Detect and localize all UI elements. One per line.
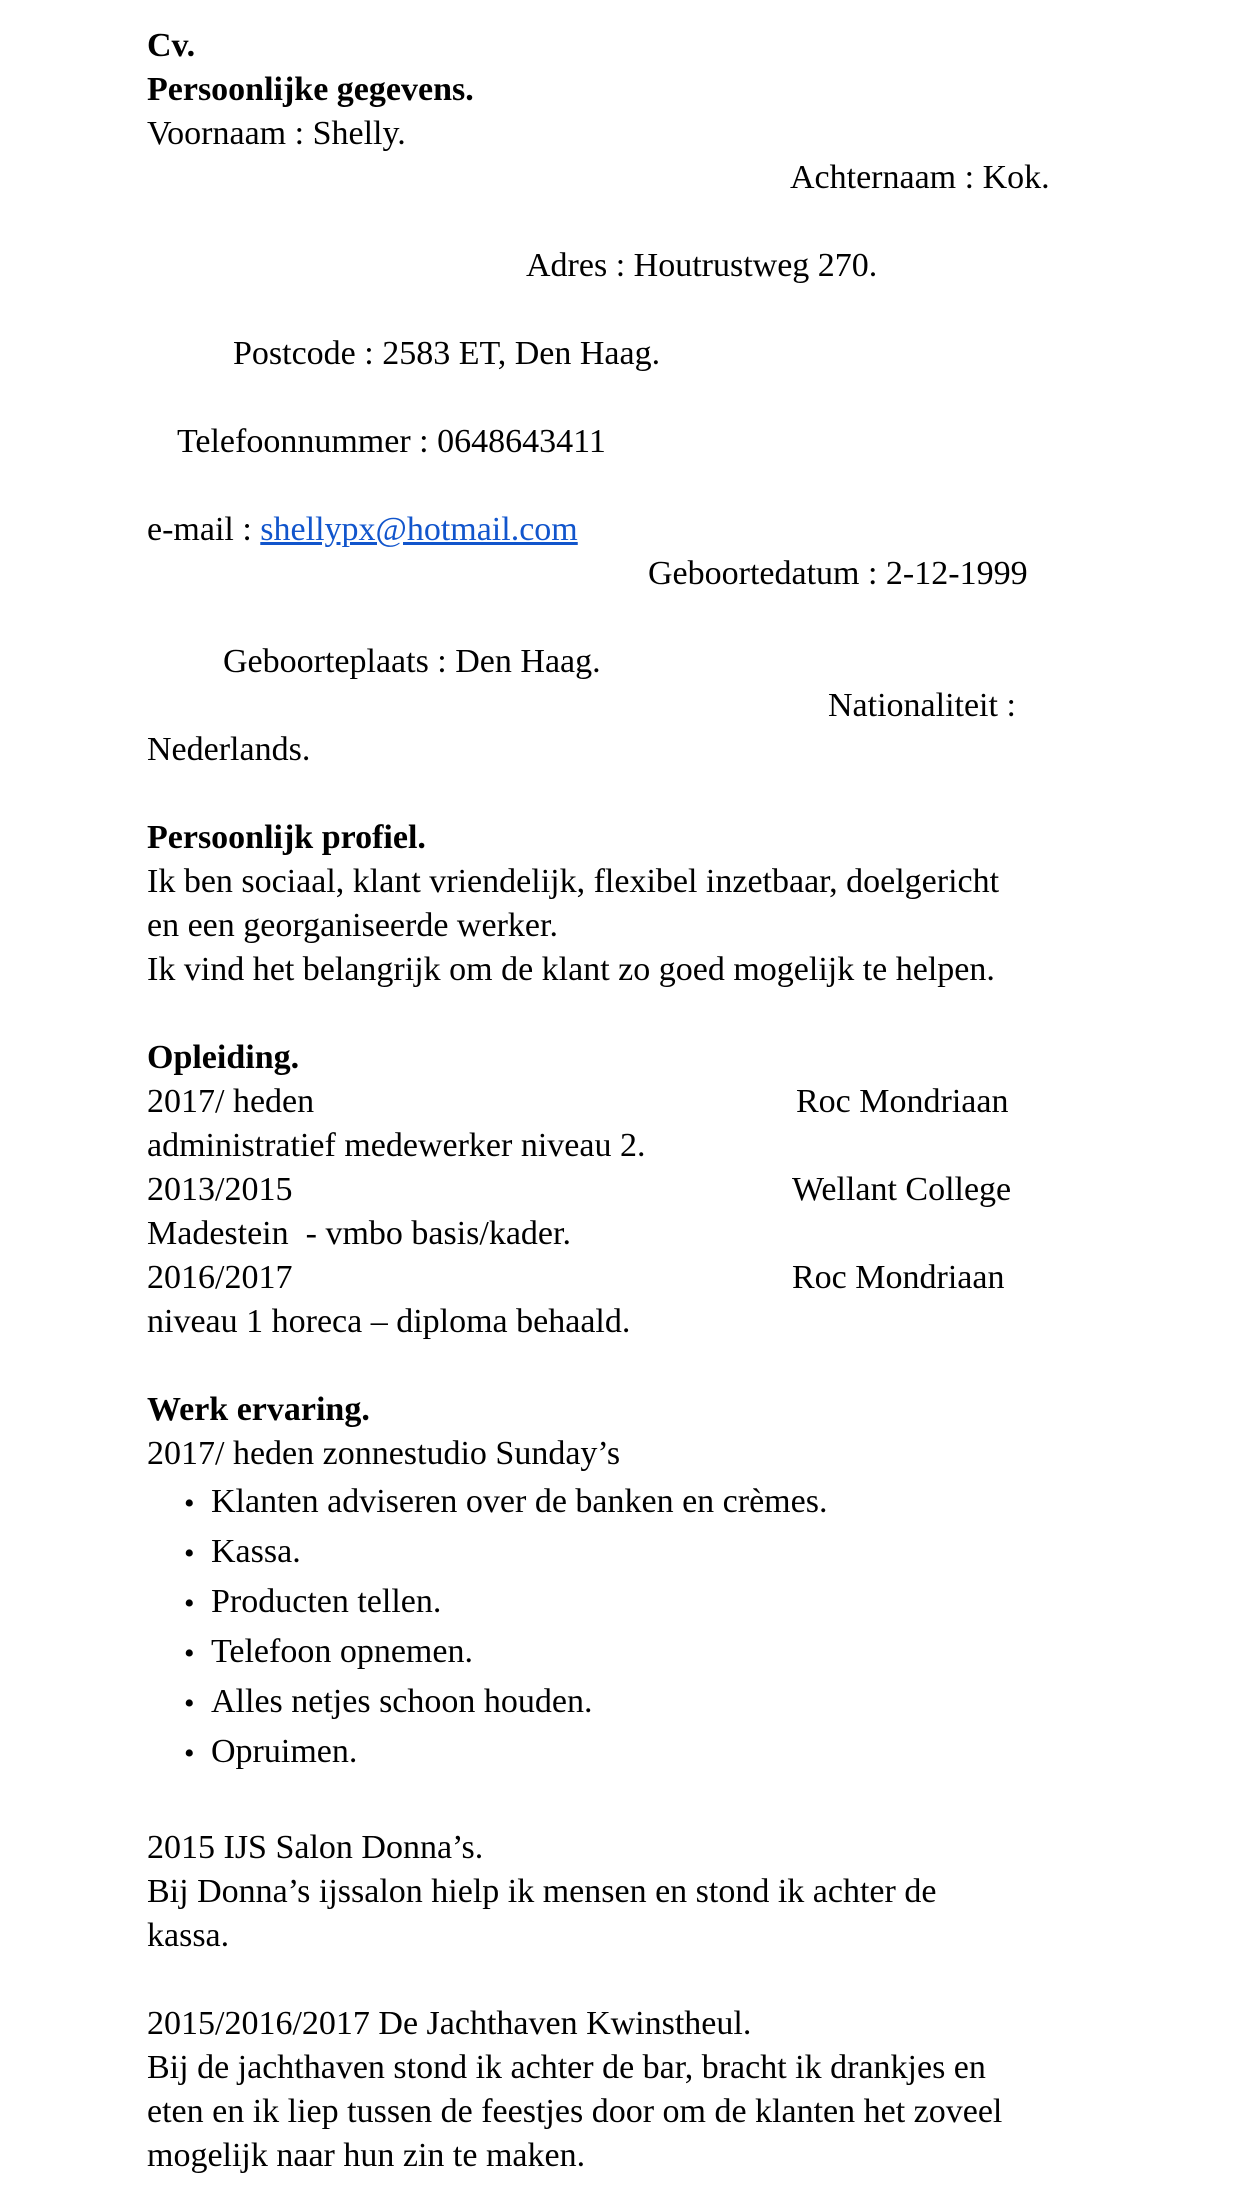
field-achternaam: Achternaam : Kok. [790,159,1050,196]
work-description-line: Bij Donna’s ijssalon hielp ik mensen en stond ik achter de [147,1873,937,1910]
profile-line: en een georganiseerde werker. [147,907,558,944]
profile-line: Ik vind het belangrijk om de klant zo goed mogelijk te helpen. [147,951,995,988]
education-period: 2013/2015 [147,1171,293,1208]
education-period: 2016/2017 [147,1259,293,1296]
bullet-icon: • [184,1737,195,1770]
education-detail: administratief medewerker niveau 2. [147,1127,646,1164]
bullet-icon: • [184,1637,195,1670]
education-school: Roc Mondriaan [792,1259,1005,1296]
education-detail: niveau 1 horeca – diploma behaald. [147,1303,631,1340]
field-nationaliteit-label: Nationaliteit : [828,687,1016,724]
section-heading-education: Opleiding. [147,1039,300,1076]
work-description-line: mogelijk naar hun zin te maken. [147,2137,586,2174]
work-description-line: Bij de jachthaven stond ik achter de bar, bracht ik drankjes en [147,2049,986,2086]
field-telefoonnummer: Telefoonnummer : 0648643411 [177,423,606,460]
work-task-item: Klanten adviseren over de banken en crèmes. [211,1483,828,1520]
education-period: 2017/ heden [147,1083,315,1120]
field-nationaliteit-value: Nederlands. [147,731,311,768]
work-task-item: Opruimen. [211,1733,358,1770]
work-task-item: Telefoon opnemen. [211,1633,473,1670]
work-task-item: Producten tellen. [211,1583,442,1620]
bullet-icon: • [184,1537,195,1570]
work-task-item: Alles netjes schoon houden. [211,1683,593,1720]
bullet-icon: • [184,1487,195,1520]
bullet-icon: • [184,1687,195,1720]
field-email [147,508,578,552]
field-postcode: Postcode : 2583 ET, Den Haag. [233,335,661,372]
profile-line: Ik ben sociaal, klant vriendelijk, flexibel inzetbaar, doelgericht [147,863,1000,900]
work-job-title: 2015 IJS Salon Donna’s. [147,1829,484,1866]
email-link[interactable]: shellypx@hotmail.com [260,511,578,548]
education-school: Roc Mondriaan [796,1083,1009,1120]
work-description-line: eten en ik liep tussen de feestjes door om de klanten het zoveel [147,2093,1003,2130]
section-heading-work: Werk ervaring. [147,1391,370,1428]
field-voornaam: Voornaam : Shelly. [147,115,406,152]
field-geboorteplaats: Geboorteplaats : Den Haag. [223,643,601,680]
field-geboortedatum: Geboortedatum : 2-12-1999 [648,555,1028,592]
section-heading-personal: Persoonlijke gegevens. [147,71,474,108]
bullet-icon: • [184,1587,195,1620]
field-adres: Adres : Houtrustweg 270. [526,247,878,284]
education-detail: Madestein - vmbo basis/kader. [147,1215,571,1252]
section-heading-profile: Persoonlijk profiel. [147,819,426,856]
email-label: e-mail : [147,511,261,548]
work-job-title: 2015/2016/2017 De Jachthaven Kwinstheul. [147,2005,752,2042]
work-description-line: kassa. [147,1917,230,1954]
education-school: Wellant College [792,1171,1012,1208]
document-title: Cv. [147,27,196,64]
work-task-item: Kassa. [211,1533,301,1570]
work-job-title: 2017/ heden zonnestudio Sunday’s [147,1435,621,1472]
